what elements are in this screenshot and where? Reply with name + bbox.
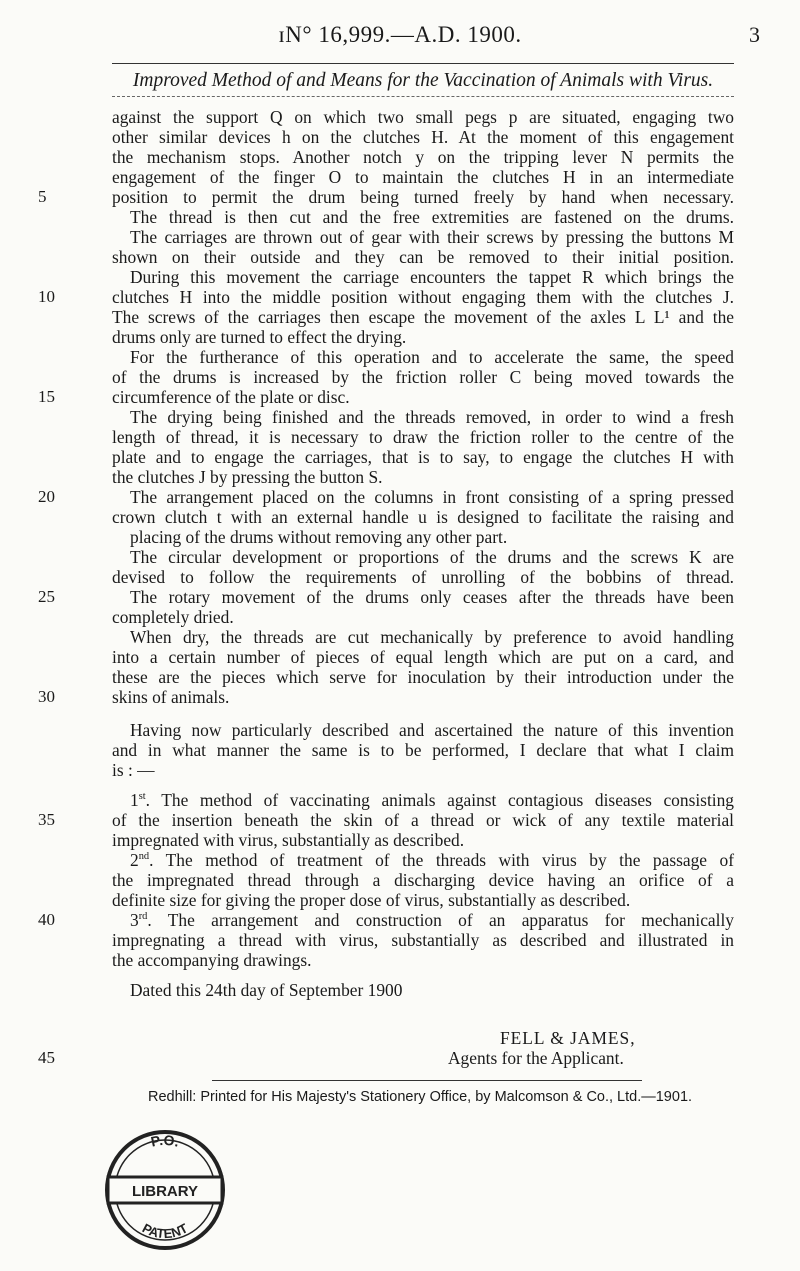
body-line: shown on their outside and they can be removed to their initial position. — [112, 247, 734, 267]
body-line: 3rd. The arrangement and construction of an apparatus for mechanically — [130, 910, 734, 930]
body-line: impregnating a thread with virus, substantially as described and illustrated in — [112, 930, 734, 950]
footer-rule — [212, 1080, 642, 1081]
body-line: skins of animals. — [112, 687, 230, 707]
margin-line-number: 40 — [38, 910, 55, 929]
body-line: of the insertion beneath the skin of a thread or wick of any textile material — [112, 810, 734, 830]
body-line: During this movement the carriage encounters the tappet R which brings the — [130, 267, 734, 287]
body-line: and in what manner the same is to be performed, I declare that what I claim — [112, 740, 734, 760]
body-line: definite size for giving the proper dose of virus, substantially as described. — [112, 890, 631, 910]
body-line: placing of the drums without removing any other part. — [130, 527, 508, 547]
body-line: 1st. The method of vaccinating animals against contagious diseases consisting — [130, 790, 734, 810]
body-line: of the drums is increased by the friction roller C being moved towards the — [112, 367, 734, 387]
page-number: 3 — [749, 22, 760, 47]
body-line: against the support Q on which two small pegs p are situated, engaging two — [112, 107, 734, 127]
margin-line-number: 35 — [38, 810, 55, 829]
agents-role: Agents for the Applicant. — [448, 1048, 624, 1068]
body-line: plate and to engage the carriages, that is to say, to engage the clutches H with — [112, 447, 734, 467]
body-line: into a certain number of pieces of equal length which are put on a card, and — [112, 647, 734, 667]
body-line: position to permit the drum being turned freely by hand when necessary. — [112, 187, 734, 207]
body-line: The carriages are thrown out of gear with their screws by pressing the buttons M — [130, 227, 734, 247]
body-line: crown clutch t with an external handle u is designed to facilitate the raising and — [112, 507, 734, 527]
body-line: other similar devices h on the clutches H. At the moment of this engagement — [112, 127, 734, 147]
margin-line-number: 5 — [38, 187, 47, 206]
stamp-middle-text: LIBRARY — [131, 1183, 199, 1200]
running-title: Improved Method of and Means for the Vaccination of Animals with Virus. — [132, 70, 714, 91]
body-line: the clutches J by pressing the button S. — [112, 467, 383, 487]
svg-text:PATENT — [140, 1220, 190, 1241]
margin-line-number: 45 — [38, 1048, 55, 1067]
body-line: completely dried. — [112, 607, 234, 627]
body-line: The rotary movement of the drums only ceases after the threads have been — [130, 587, 734, 607]
body-line: Dated this 24th day of September 1900 — [130, 980, 403, 1000]
body-line: devised to follow the requirements of unrolling of the bobbins of thread. — [112, 567, 734, 587]
margin-line-number: 25 — [38, 587, 55, 606]
body-line: drums only are turned to effect the drying. — [112, 327, 407, 347]
body-line: The drying being finished and the threads removed, in order to wind a fresh — [130, 407, 734, 427]
margin-line-number: 20 — [38, 487, 55, 506]
body-line: The thread is then cut and the free extremities are fastened on the drums. — [130, 207, 734, 227]
body-line: 2nd. The method of treatment of the threads with virus by the passage of — [130, 850, 734, 870]
body-line: For the furtherance of this operation and to accelerate the same, the speed — [130, 347, 734, 367]
patent-number: ɪN° 16,999.—A.D. 1900. — [278, 22, 522, 47]
body-line: The circular development or proportions of the drums and the screws K are — [130, 547, 734, 567]
body-line: The arrangement placed on the columns in front consisting of a spring pressed — [130, 487, 734, 507]
header-rule — [112, 63, 734, 64]
body-line: clutches H into the middle position without engaging them with the clutches J. — [112, 287, 734, 307]
body-line: The screws of the carriages then escape the movement of the axles L L¹ and the — [112, 307, 734, 327]
body-line: circumference of the plate or disc. — [112, 387, 350, 407]
stamp-top-text: P.O. — [149, 1131, 182, 1150]
margin-line-number: 10 — [38, 287, 55, 306]
body-line: Having now particularly described and ascertained the nature of this invention — [130, 720, 734, 740]
margin-line-number: 30 — [38, 687, 55, 706]
body-line: is : — — [112, 760, 155, 780]
body-line: impregnated with virus, substantially as described. — [112, 830, 465, 850]
printer-imprint: Redhill: Printed for His Majesty's Stationery Office, by Malcomson & Co., Ltd.—1901. — [147, 1089, 693, 1105]
body-line: the impregnated thread through a discharging device having an orifice of a — [112, 870, 734, 890]
stamp-bottom-text: PATENT — [139, 1220, 191, 1242]
body-line: length of thread, it is necessary to draw the friction roller to the centre of the — [112, 427, 734, 447]
agents-name: FELL & JAMES, — [500, 1028, 636, 1048]
body-line: engagement of the finger O to maintain the clutches H in an intermediate — [112, 167, 734, 187]
body-line: the mechanism stops. Another notch y on the tripping lever N permits the — [112, 147, 734, 167]
body-line: When dry, the threads are cut mechanically by preference to avoid handling — [130, 627, 734, 647]
body-line: these are the pieces which serve for inoculation by their introduction under the — [112, 667, 734, 687]
margin-line-number: 15 — [38, 387, 55, 406]
library-stamp — [100, 1125, 230, 1255]
body-line: the accompanying drawings. — [112, 950, 312, 970]
title-underline — [112, 96, 734, 97]
